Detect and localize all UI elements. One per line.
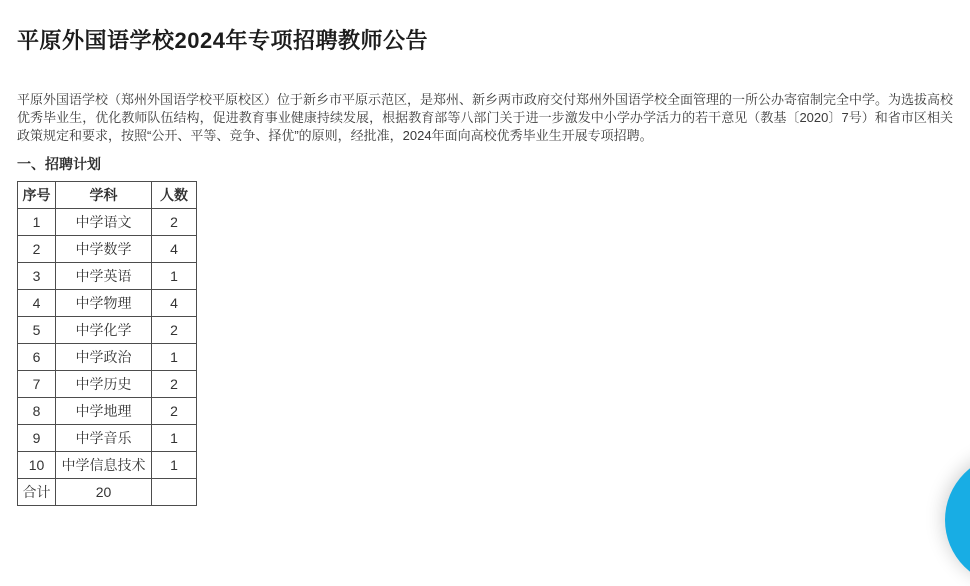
cell-total-value: 20 [56, 479, 152, 506]
cell-count: 2 [152, 398, 197, 425]
table-row [18, 425, 197, 452]
cell-count: 2 [152, 317, 197, 344]
cell-count: 1 [152, 425, 197, 452]
table-header-row [18, 182, 197, 209]
table-header-subject: 学科 [56, 182, 152, 209]
cell-no: 3 [18, 263, 56, 290]
table-row [18, 263, 197, 290]
table-row [18, 452, 197, 479]
table-row [18, 344, 197, 371]
cell-no: 8 [18, 398, 56, 425]
table-row [18, 290, 197, 317]
cell-no: 5 [18, 317, 56, 344]
cell-subject: 中学信息技术 [56, 452, 152, 479]
cell-count: 1 [152, 263, 197, 290]
cell-no: 7 [18, 371, 56, 398]
cell-total-label: 合计 [18, 479, 56, 506]
table-row [18, 317, 197, 344]
cell-no: 1 [18, 209, 56, 236]
cell-subject: 中学化学 [56, 317, 152, 344]
section-heading-recruitment-plan: 一、招聘计划 [17, 156, 101, 172]
table-header-no: 序号 [18, 182, 56, 209]
table-total-row [18, 479, 197, 506]
cell-subject: 中学英语 [56, 263, 152, 290]
table-header-count: 人数 [152, 182, 197, 209]
cell-count: 4 [152, 236, 197, 263]
cell-subject: 中学语文 [56, 209, 152, 236]
cell-subject: 中学政治 [56, 344, 152, 371]
intro-paragraph: 平原外国语学校（郑州外国语学校平原校区）位于新乡市平原示范区，是郑州、新乡两市政府交付郑州外国语学校全面管理的一所公办寄宿制完全中学。为选拔高校优秀毕业生，优化教师队伍结构，促进教育事业健康持续发展，根据教育部等八部门关于进一步激发中小学办学活力的若干意见（教基〔2020〕7号）和省市区相关政策规定和要求，按照“公开、平等、竞争、择优”的原则，经批准，2024年面向高校优秀毕业生开展专项招聘。 [17, 92, 954, 143]
cell-subject: 中学音乐 [56, 425, 152, 452]
table-body [18, 209, 197, 506]
cell-subject: 中学地理 [56, 398, 152, 425]
table-row [18, 398, 197, 425]
cell-no: 9 [18, 425, 56, 452]
cell-count: 2 [152, 371, 197, 398]
table-row [18, 371, 197, 398]
cell-subject: 中学物理 [56, 290, 152, 317]
table-row [18, 236, 197, 263]
cell-no: 6 [18, 344, 56, 371]
cell-count: 4 [152, 290, 197, 317]
cell-subject: 中学数学 [56, 236, 152, 263]
cell-count: 2 [152, 209, 197, 236]
table-row [18, 209, 197, 236]
cell-count: 1 [152, 344, 197, 371]
page-title: 平原外国语学校2024年专项招聘教师公告 [17, 28, 428, 53]
cell-subject: 中学历史 [56, 371, 152, 398]
cell-no: 2 [18, 236, 56, 263]
cell-no: 4 [18, 290, 56, 317]
cell-total-count [152, 479, 197, 506]
cell-no: 10 [18, 452, 56, 479]
recruitment-table [17, 181, 197, 506]
cell-count: 1 [152, 452, 197, 479]
